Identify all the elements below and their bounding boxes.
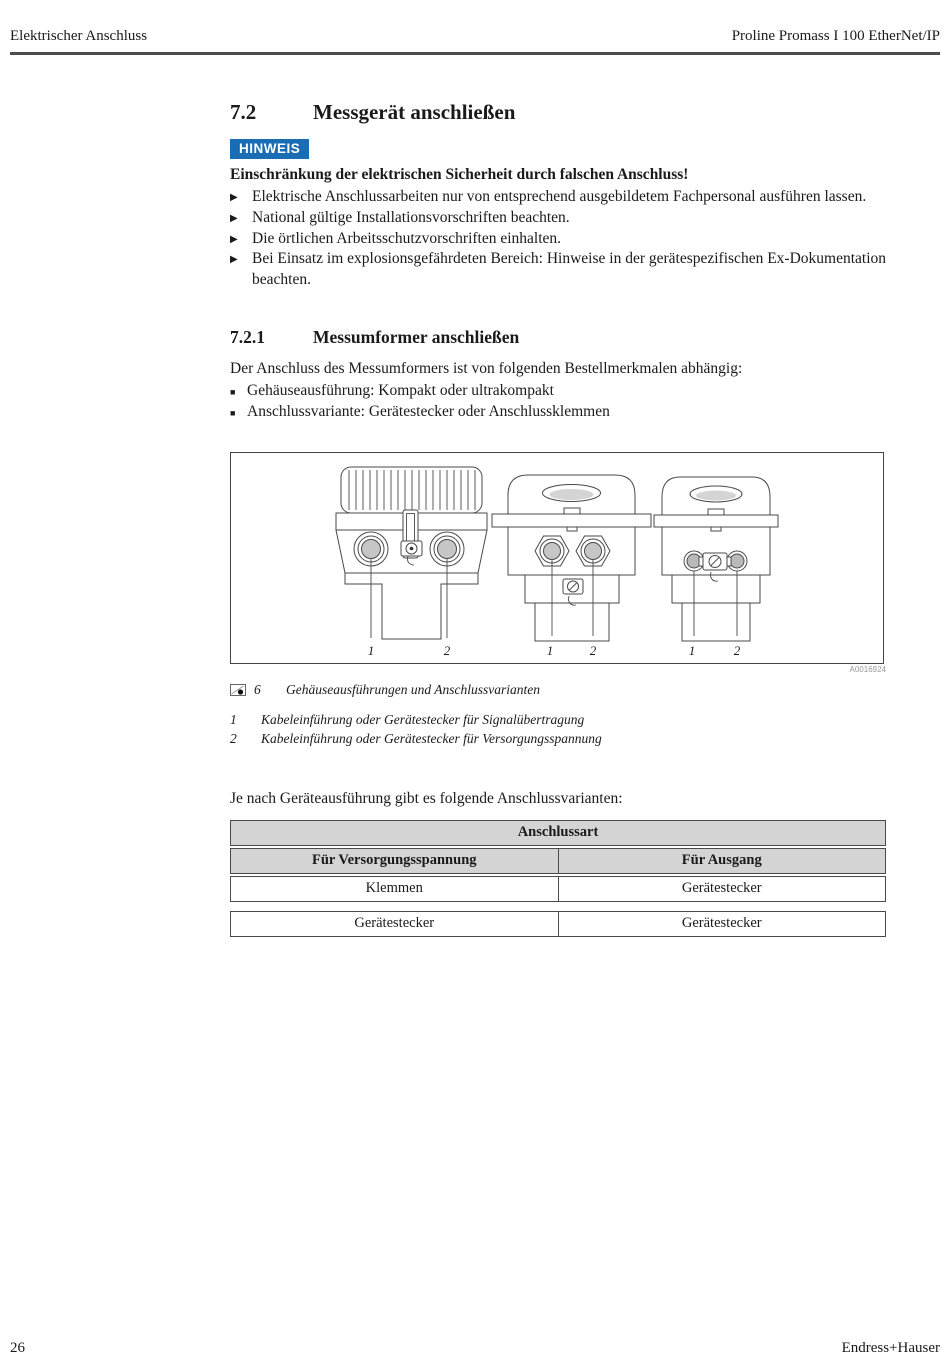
notice-item-text: Bei Einsatz im explosionsgefährdeten Bereich: Hinweise in der gerätespezifischen Ex-Dokumentation beachten.	[252, 250, 887, 289]
legend-number: 2	[230, 730, 237, 746]
order-feature-list	[230, 381, 886, 423]
table-header-row	[230, 848, 886, 874]
connection-table	[230, 820, 886, 937]
column-header-output: Für Ausgang	[558, 849, 886, 873]
housing-compact-aluminium	[492, 475, 651, 658]
figure-drawing	[231, 453, 883, 663]
legend-text: Kabeleinführung oder Gerätestecker für Versorgungsspannung	[261, 730, 602, 746]
figure-caption	[230, 682, 886, 698]
company-name: Endress+Hauser	[841, 1340, 940, 1356]
subsection-intro: Der Anschluss des Messumformers ist von folgenden Bestellmerkmalen abhängig:	[230, 359, 743, 377]
figure-icon	[230, 684, 246, 696]
order-feature-item	[230, 402, 886, 423]
order-feature-text: Gehäuseausführung: Kompakt oder ultrakompakt	[247, 381, 554, 399]
order-feature-item	[230, 381, 886, 402]
triangle-bullet-icon: ▶	[230, 233, 238, 245]
notice-item	[230, 187, 886, 208]
notice-item	[230, 208, 886, 229]
figure-caption-text: Gehäuseausführungen und Anschlussvarianten	[286, 682, 540, 698]
callout-1: 1	[367, 643, 375, 659]
table-row	[230, 876, 886, 902]
section-heading	[230, 100, 886, 125]
subsection-heading	[230, 327, 886, 348]
legend-item	[230, 711, 886, 729]
triangle-bullet-icon: ▶	[230, 192, 238, 203]
section-number: 7.2	[230, 100, 257, 124]
section-title: Messgerät anschließen	[313, 100, 516, 124]
callout-1: 1	[546, 643, 554, 659]
legend-number: 1	[230, 712, 237, 728]
figure-legend	[230, 711, 886, 747]
notice-list	[230, 187, 886, 291]
figure-frame	[230, 452, 884, 664]
page-number: 26	[10, 1340, 25, 1356]
order-feature-text: Anschlussvariante: Gerätestecker oder Anschlussklemmen	[247, 402, 610, 420]
page-footer	[10, 1340, 940, 1357]
figure-number: 6	[254, 682, 261, 698]
notice-badge: HINWEIS	[230, 139, 309, 159]
notice-heading: Einschränkung der elektrischen Sicherheit durch falschen Anschluss!	[230, 166, 689, 183]
variants-intro: Je nach Geräteausführung gibt es folgende Anschlussvarianten:	[230, 789, 623, 807]
notice-item-text: Die örtlichen Arbeitsschutzvorschriften einhalten.	[252, 229, 562, 247]
housing-ultracompact	[654, 477, 778, 658]
subsection-number: 7.2.1	[230, 326, 265, 347]
table-cell: Klemmen	[365, 880, 423, 897]
figure-image-code: A0016924	[849, 665, 886, 675]
legend-item	[230, 730, 886, 748]
column-header-supply: Für Versorgungsspannung	[311, 852, 477, 869]
housing-compact-ribbed	[336, 467, 487, 658]
header-left-text: Elektrischer Anschluss	[10, 28, 148, 44]
callout-2: 2	[589, 643, 597, 659]
triangle-bullet-icon: ▶	[230, 254, 238, 266]
callout-2: 2	[443, 643, 451, 659]
table-cell: Gerätestecker	[558, 877, 886, 901]
table-title-row	[230, 820, 886, 846]
callout-2: 2	[733, 643, 741, 659]
triangle-bullet-icon: ▶	[230, 212, 238, 224]
page-header	[10, 28, 940, 55]
notice-item-text: National gültige Installationsvorschriften beachten.	[252, 208, 570, 226]
notice-item-text: Elektrische Anschlussarbeiten nur von entsprechend ausgebildetem Fachpersonal ausführen lassen.	[252, 188, 867, 205]
table-row	[230, 911, 886, 937]
table-cell: Gerätestecker	[558, 912, 886, 936]
table-title: Anschlussart	[517, 824, 599, 841]
legend-text: Kabeleinführung oder Gerätestecker für Signalübertragung	[261, 712, 585, 728]
header-right-text: Proline Promass I 100 EtherNet/IP	[731, 28, 940, 44]
callout-1: 1	[688, 643, 696, 659]
table-cell: Gerätestecker	[354, 915, 435, 932]
square-bullet-icon: ■	[230, 407, 236, 418]
subsection-title: Messumformer anschließen	[313, 326, 520, 347]
square-bullet-icon: ■	[230, 386, 236, 397]
page-content	[230, 90, 886, 937]
notice-item	[230, 229, 886, 250]
notice-item	[230, 249, 886, 291]
